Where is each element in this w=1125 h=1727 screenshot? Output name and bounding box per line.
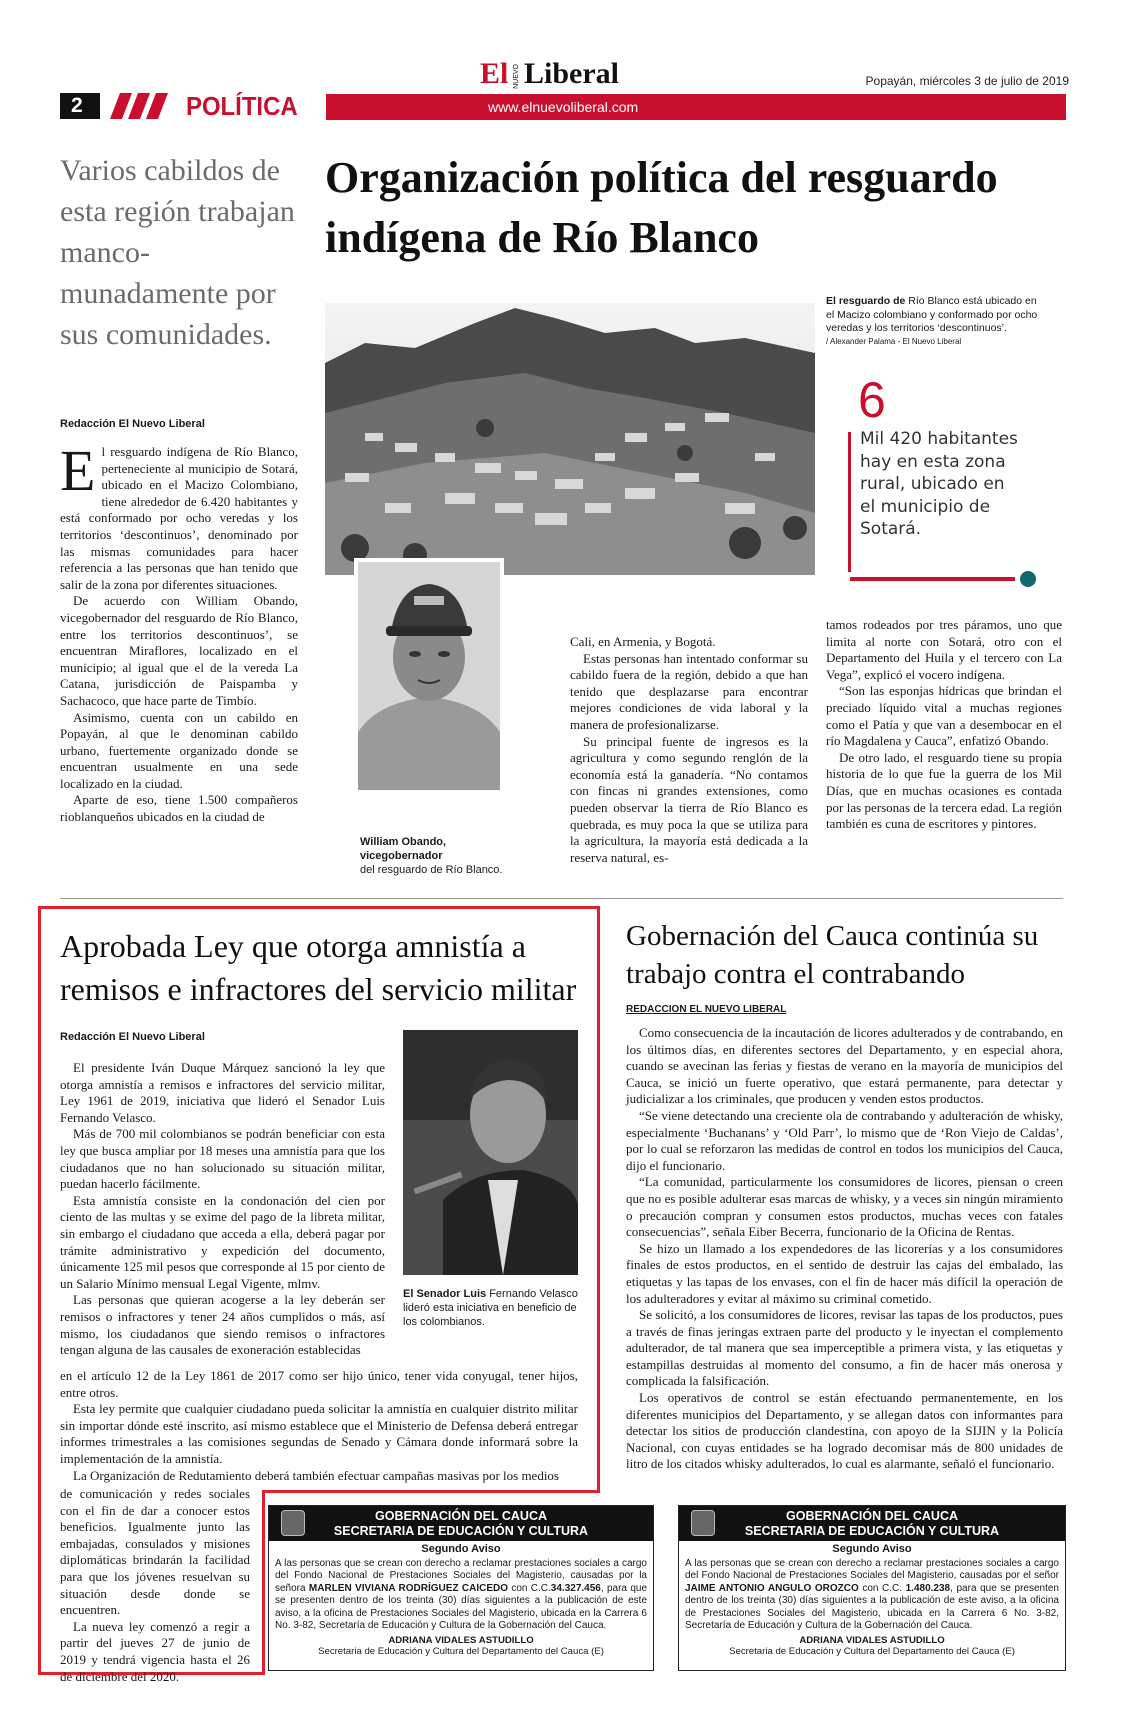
aerial-photo-graphic	[325, 303, 815, 575]
logo-liberal: Liberal	[524, 57, 619, 90]
article2-para: El presidente Iván Duque Márquez sancionó la ley que otorga amnistía a remisos e infractores del servicio militar, Ley 1961 de 2019, iniciativa que lideró el Senador Luis Fernando Velasco.	[60, 1060, 385, 1125]
aerial-caption-credit: / Alexander Palama - El Nuevo Liberal	[826, 336, 962, 346]
stat-bottom-rule	[850, 577, 1015, 581]
highlight-box-notch	[262, 1490, 265, 1675]
notice-2-signer-title: Secretaria de Educación y Cultura del Departamento del Cauca (E)	[729, 1646, 1015, 1658]
stat-vertical-rule	[848, 432, 851, 572]
notice-1-line2: SECRETARIA DE EDUCACIÓN Y CULTURA	[333, 1524, 589, 1538]
article1-col1-para: l resguardo indígena de Río Blanco, perteneciente al municipio de Sotará, ubicado en el Macizo Colombiano, tiene alrededor de 6.420 habitantes y está conformado por ocho veredas y los territorios ‘descontinuos’, denominado por las mismas comunidades para hacer referencia a las personas que han tenido que salir de la zona por diferentes situaciones.	[60, 444, 298, 592]
article3-para: Como consecuencia de la incautación de licores adulterados y de contrabando, en los últimos días, en diferentes sectores del Departamento, y en especial ahora, cuando se avecinan las ferias y fiestas de verano en la mayoría de municipios del Cauca, se inició un fuerte operativo, que estará permanente, para detectar y judicializar a los criminales, que producen y venden estos productos.	[626, 1025, 1063, 1107]
article2-para: La nueva ley comenzó a regir a partir del jueves 27 de junio de 2019 y tendrá vigencia hasta el 26 de diciembre del 2020.	[60, 1618, 250, 1684]
article3-headline: Gobernación del Cauca continúa su trabajo contra el contrabando	[626, 920, 1039, 990]
notice-2-line1: GOBERNACIÓN DEL CAUCA	[786, 1509, 958, 1523]
notice-1-id: 34.327.456	[550, 1582, 601, 1594]
article2-para: Las personas que quieran acogerse a la ley deberán ser remisos o infractores y tener 24 años cumplidos o más, así mismo, los ciudadanos que siendo remisos o infractores tengan alguna de las causales de exoneración establecidas	[60, 1292, 385, 1358]
notice-2-id: 1.480.238	[905, 1582, 951, 1594]
article1-column-1	[60, 438, 298, 826]
notice-1-signer-title: Secretaria de Educación y Cultura del Departamento del Cauca (E)	[318, 1646, 604, 1658]
notice-1-line1: GOBERNACIÓN DEL CAUCA	[375, 1509, 547, 1523]
page-header	[0, 0, 1125, 130]
notice-1	[268, 1505, 654, 1671]
notice-2-body	[679, 1556, 1065, 1632]
article3-byline: REDACCION EL NUEVO LIBERAL	[626, 1004, 787, 1015]
notice-2-signer: ADRIANA VIDALES ASTUDILLO	[799, 1635, 945, 1647]
article1-col2-para: Estas personas han intentado conformar su cabildo fuera de la región, debido a que han tenido que desplazarse para encontrar mejores condiciones de vida laboral y la manera de profesionalizarse.	[570, 650, 808, 732]
notice-2-mid: con C.C.	[858, 1582, 906, 1594]
website-url[interactable]: www.elnuevoliberal.com	[488, 99, 639, 115]
article2-para: Esta amnistía consiste en la condonación del cien por ciento de las multas y se exime del pago de la libreta militar, sin embargo el ciudadano que acceda a ella, deberá pagar por trámite administrativo y expedición del documento, únicamente 125 mil pesos que corresponde al 15 por ciento de un Salario Mínimo mensual Legal Vigente, mlmv.	[60, 1192, 385, 1291]
notice-1-signer: ADRIANA VIDALES ASTUDILLO	[388, 1635, 534, 1647]
article2-para: de comunicación y redes sociales con el fin de dar a conocer estos beneficios. Igualmente junto las embajadas, consulados y misiones diplomáticas brindarán la facilidad para que los jóvenes resuelvan su situación desde donde se encuentren.	[60, 1486, 250, 1618]
notice-1-title: Segundo Aviso	[421, 1543, 501, 1555]
header-red-bar	[326, 94, 1066, 120]
article1-column-3	[826, 617, 1062, 833]
article1-headline: Organización política del resguardo indígena de Río Blanco	[325, 153, 998, 262]
highlight-box-bottom-right	[265, 1490, 600, 1493]
portrait-caption	[360, 835, 530, 877]
article1-col1-para: Aparte de eso, tiene 1.500 compañeros rioblanqueños ubicados en la ciudad de	[60, 792, 298, 825]
notice-1-name: MARLEN VIVIANA RODRÍGUEZ CAICEDO	[308, 1582, 508, 1594]
notice-1-seal-icon	[281, 1510, 305, 1536]
notice-1-body-post: , para que se presenten dentro de los treinta (30) días siguientes a la publicación de este aviso, a la oficina de Prestaciones Sociales del Magisterio, ubicada en la Carrera 6 No. 3-82, Secretaría de Educación y Cultura de la Gobernación del Cauca.	[275, 1582, 647, 1632]
notice-2-name: JAIME ANTONIO ANGULO OROZCO	[685, 1582, 859, 1594]
senator-caption-lead: El Senador Luis	[403, 1288, 487, 1300]
article3-para: “La comunidad, particularmente los consumidores de licores, piensan o creen que no es posible adulterar esas marcas de whisky, y a veces sin ningún miramiento o precaución compran y consumen estos productos, muchas veces con fatales consecuencias”, señala Eiber Becerra, funcionario de la Oficina de Rentas.	[626, 1174, 1063, 1240]
article1-column-2	[570, 634, 808, 866]
notice-1-header	[269, 1506, 653, 1541]
senator-graphic	[403, 1030, 578, 1275]
senator-photo	[403, 1030, 578, 1275]
logo-el: El	[480, 57, 509, 90]
aerial-photo-caption	[826, 295, 1041, 347]
article1-col2-para: Cali, en Armenia, y Bogotá.	[570, 634, 716, 649]
article1-col3-para: “Son las esponjas hídricas que brindan el preciado líquido vital a muchas regiones como el Patía y que van a desembocar en el río Magdalena y Cauca”, enfatizó Obando.	[826, 683, 1062, 749]
notice-2-title: Segundo Aviso	[832, 1543, 912, 1555]
section-stripes	[110, 93, 180, 119]
article3-para: Se solicitó, a los consumidores de licores, revisar las tapas de los productos, pues a través de finas jeringas extraen parte del producto y le inyectan el complemento adulterador, de tal manera que sea imperceptible a primera vista, y las etiquetas y estampillas destruidas al momento del consumo, a fin de hacer más onerosa y complicada la falsificación.	[626, 1307, 1063, 1389]
notice-2-seal-icon	[691, 1510, 715, 1536]
article2-para: La Organización de Redutamiento deberá también efectuar campañas masivas por los medios	[73, 1467, 559, 1483]
article1-col2-para: Su principal fuente de ingresos es la agricultura y como segundo renglón de la economía está la ganadería. “No contamos con fincas ni grandes extensiones, como pueden observar la tierra de Río Blanco es quebrada, es muy poca la que se utiliza para la agricultura, la mayoría está dedicada a la reserva natural, es-	[570, 733, 808, 865]
article3-body	[626, 1025, 1063, 1473]
page-number: 2	[71, 94, 83, 117]
notice-2-line2: SECRETARIA DE EDUCACIÓN Y CULTURA	[744, 1524, 1000, 1538]
portrait-graphic	[358, 562, 500, 790]
aerial-photo	[325, 303, 815, 575]
article2-byline: Redacción El Nuevo Liberal	[60, 1031, 205, 1043]
article1-byline: Redacción El Nuevo Liberal	[60, 418, 205, 430]
article2-wide-column	[60, 1368, 578, 1484]
stat-dot	[1020, 571, 1036, 587]
notice-2	[678, 1505, 1066, 1671]
article1-col3-para: tamos rodeados por tres páramos, uno que limita al norte con Sotará, otro con el Departamento del Huila y el tercero con La Vega”, explicó el vocero indígena.	[826, 617, 1062, 682]
logo-nuevo: NUEVO	[513, 64, 520, 89]
article1-deck: Varios cabildos de esta región trabajan manco-munadamente por sus comunidades.	[60, 154, 295, 351]
article2-headline: Aprobada Ley que otorga amnistía a remisos e infractores del servicio militar	[60, 928, 577, 1007]
article2-para: Más de 700 mil colombianos se podrán beneficiar con esta ley que busca ampliar por 18 meses una amnistía para que los ciudadanos que no han solucionado su situación militar, puedan hacerlo fácilmente.	[60, 1126, 385, 1192]
article1-col1-para: Asimismo, cuenta con un cabildo en Popayán, al que le denominan cabildo urbano, fuertemente organizado donde se encuentran usualmente en una sede localizado en la ciudad.	[60, 709, 298, 791]
section-title: POLÍTICA	[186, 91, 298, 121]
notice-1-body	[269, 1556, 653, 1632]
notice-2-header	[679, 1506, 1065, 1541]
masthead-logo	[480, 58, 650, 92]
article2-bottom-column	[60, 1486, 250, 1685]
notice-1-body-pre: A las personas que se crean con derecho a reclamar prestaciones sociales a cargo del Fondo Nacional de Prestaciones Sociales del Magisterio, causadas por la señora	[275, 1558, 647, 1594]
article3-para: Los operativos de control se están efectuando permanentemente, en los diferentes municipios del Departamento, y se allegan datos con informantes para detectar los sitios de producción clandestina, con apoyo de la SIJIN y la Policía Nacional, con cuyas entidades se ha logrado decomisar más de 800 unidades de litro de los citados whisky adulterados, lo cual es alarmante, señaló el funcionario.	[626, 1390, 1063, 1472]
aerial-caption-text: Río Blanco está ubicado en el Macizo colombiano y conformado por ocho veredas y los territorios ‘descontinuos’.	[826, 295, 1038, 334]
article1-dropcap: E	[60, 438, 96, 503]
notice-2-body-post: , para que se presenten dentro de los treinta (30) días siguientes a la publicación de este aviso, a la oficina de Prestaciones Sociales del Magisterio, ubicada en la Carrera 6 No. 3-82, Secretaría de Educación y Cultura de la Gobernación del Cauca.	[685, 1582, 1059, 1632]
senator-caption	[403, 1287, 578, 1329]
portrait-caption-name: William Obando, vicegobernador	[360, 836, 447, 862]
section-divider	[60, 898, 1063, 899]
dateline: Popayán, miércoles 3 de julio de 2019	[865, 74, 1069, 88]
article2-narrow-column	[60, 1060, 385, 1359]
highlight-box-bottom-left	[38, 1490, 41, 1675]
notice-1-mid: con C.C.	[508, 1582, 551, 1594]
stat-text: Mil 420 habitantes hay en esta zona rural, ubicado en el municipio de Sotará.	[860, 429, 1018, 539]
article3-para: “Se viene detectando una creciente ola de contrabando y adulteración de whisky, especialmente ‘Buchanans’ y ‘Old Parr’, lo mismo que de ‘Ron Viejo de Caldas’, por lo cual se reforzaron las medidas de control en todos los municipios del Cauca, dijo el funcionario.	[626, 1107, 1063, 1173]
article2-para: Esta ley permite que cualquier ciudadano pueda solicitar la amnistía en cualquier distrito militar sin importar dónde esté inscrito, así mismo establece que el Ministerio de Defensa deberá entregar informes trimestrales a las comisiones segundas de Senado y Cámara donde informará sobre la implementación de la amnistía.	[60, 1401, 578, 1466]
article2-para: en el artículo 12 de la Ley 1861 de 2017 como ser hijo único, tener vida conyugal, tener hijos, entre otros.	[60, 1368, 578, 1400]
notice-2-body-pre: A las personas que se crean con derecho a reclamar prestaciones sociales a cargo del Fondo Nacional de Prestaciones Sociales del Magisterio, causadas por el señor	[685, 1558, 1059, 1582]
aerial-caption-lead: El resguardo de	[826, 295, 906, 307]
article1-col1-para: De acuerdo con William Obando, vicegobernador del resguardo de Río Blanco, entre los territorios descontinuos’, se encuentran Miraflores, localizado en el municipio; al igual que el de la vereda La Catana, jurisdicción de Paispamba y Sachacoco, que hace parte de Timbío.	[60, 593, 298, 708]
portrait-photo	[358, 562, 500, 790]
stat-number: 6	[858, 372, 886, 428]
article3-para: Se hizo un llamado a los expendedores de las licorerías y a los consumidores finales de estos productos, en el sentido de destruir las cajas del embalado, las etiquetas y las tapas de los envases, con el fin de hacer más difícil la operación de los adulteradores y evitar al máximo su criminal cometido.	[626, 1240, 1063, 1306]
article1-col3-para: De otro lado, el resguardo tiene su propia historia de lo que fue la guerra de los Mil Días, que en muchas ocasiones es contada por las personas de la tercera edad. La región también es cuna de escritores y pintores.	[826, 749, 1062, 832]
portrait-caption-rest: del resguardo de Río Blanco.	[360, 864, 503, 876]
senator-caption-text: Fernando Velasco lideró esta iniciativa en beneficio de los colombianos.	[403, 1288, 578, 1328]
